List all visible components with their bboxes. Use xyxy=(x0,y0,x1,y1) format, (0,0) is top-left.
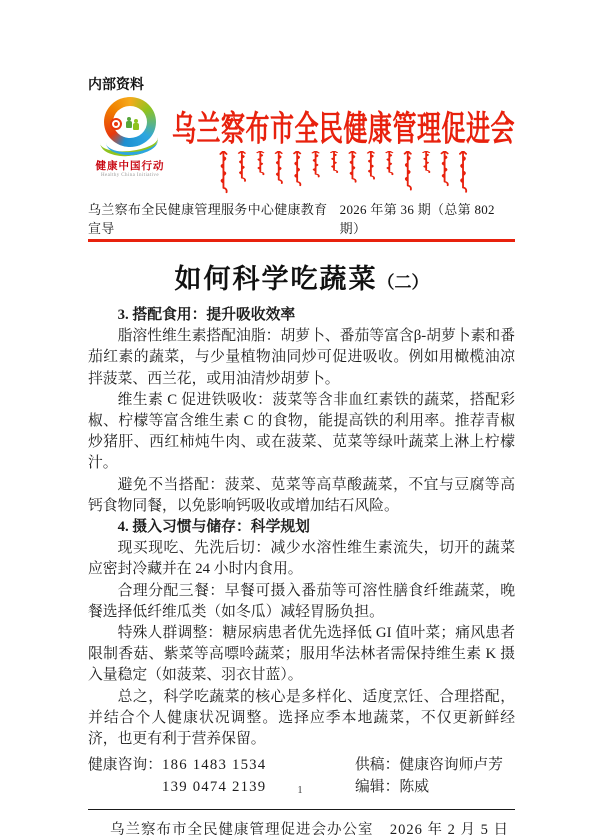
paragraph: 避免不当搭配：菠菜、苋菜等高草酸蔬菜，不宜与豆腐等高钙食物同餐，以免影响钙吸收或增加结石风险。 xyxy=(88,476,515,514)
logo-figure-icon xyxy=(127,117,131,121)
article-title-part-label: （二） xyxy=(377,273,429,292)
paragraph: 特殊人群调整：糖尿病患者优先选择低 GI 值叶菜；痛风患者限制香菇、紫菜等高嘌呤蔬菜；服用华法林者需保持维生素 K 摄入量稳定（如菠菜、羽衣甘蓝）。 xyxy=(88,625,515,684)
logo-name: 健康中国行动 xyxy=(95,160,165,172)
paragraph: 维生素 C 促进铁吸收：菠菜等含非血红素铁的蔬菜，搭配彩椒、柠檬等富含维生素 C 的食物，能提高铁的利用率。推荐青椒炒猪肝、西红柿炖牛肉、或在菠菜、苋菜等绿叶蔬菜上淋上柠檬汁。 xyxy=(88,391,515,472)
editor-line: 编辑：陈威 xyxy=(355,779,429,796)
office-name: 乌兰察布市全民健康管理促进会办公室 xyxy=(110,821,374,838)
mongolian-script-icon xyxy=(179,151,509,194)
logo-spiral-icon xyxy=(110,118,122,130)
paragraph: 总之，科学吃蔬菜的核心是多样化、适度烹饪、合理搭配，并结合个人健康状况调整。选择应季本地蔬菜，不仅更新鲜经济，也更有利于营养保留。 xyxy=(88,688,515,748)
section-heading: 3. 搭配食用：提升吸收效率 xyxy=(117,307,296,323)
logo-figure-icon xyxy=(134,119,138,123)
contact-label: 健康咨询： xyxy=(88,757,162,774)
page-number: 1 xyxy=(297,785,303,796)
article-title-text: 如何科学吃蔬菜 xyxy=(174,264,378,294)
issue-date: 2026 年 2 月 5 日 xyxy=(389,821,509,838)
article-title xyxy=(88,257,515,296)
issue-line-right: 2026 年第 36 期（总第 802 期） xyxy=(339,202,495,236)
paragraph: 脂溶性维生素搭配油脂：胡萝卜、番茄等富含β-胡萝卜素和番茄红素的蔬菜，与少量植物油同炒可促进吸收。例如用橄榄油凉拌菠菜、西兰花，或用油清炒胡萝卜。 xyxy=(88,328,515,387)
signoff-bar xyxy=(88,809,515,838)
healthy-china-logo xyxy=(88,97,172,194)
phone-number: 186 1483 1534 xyxy=(162,757,267,774)
healthy-china-logo-icon xyxy=(98,97,162,155)
paragraph: 合理分配三餐：早餐可摄入番茄等可溶性膳食纤维蔬菜，晚餐选择低纤维瓜类（如冬瓜）减轻胃肠负担。 xyxy=(88,582,515,620)
logo-subtitle: Healthy China Initiative xyxy=(101,173,159,178)
masthead-title-block xyxy=(172,97,515,194)
contributor-line: 供稿：健康咨询师卢芳 xyxy=(355,757,503,774)
org-name: 乌兰察布市全民健康管理促进会 xyxy=(172,110,515,150)
masthead xyxy=(88,97,515,194)
classification-label: 内部资料 xyxy=(88,76,144,92)
masthead-divider xyxy=(88,239,515,242)
issue-line-left: 乌兰察布全民健康管理服务中心健康教育宣导 xyxy=(88,202,328,236)
paragraph: 现买现吃、先洗后切：减少水溶性维生素流失，切开的蔬菜应密封冷藏并在 24 小时内食用。 xyxy=(88,540,515,578)
phone-number: 139 0474 2139 xyxy=(162,779,267,796)
issue-line xyxy=(88,199,515,237)
section-heading: 4. 摄入习惯与储存：科学规划 xyxy=(117,519,310,536)
article-body xyxy=(88,305,515,750)
